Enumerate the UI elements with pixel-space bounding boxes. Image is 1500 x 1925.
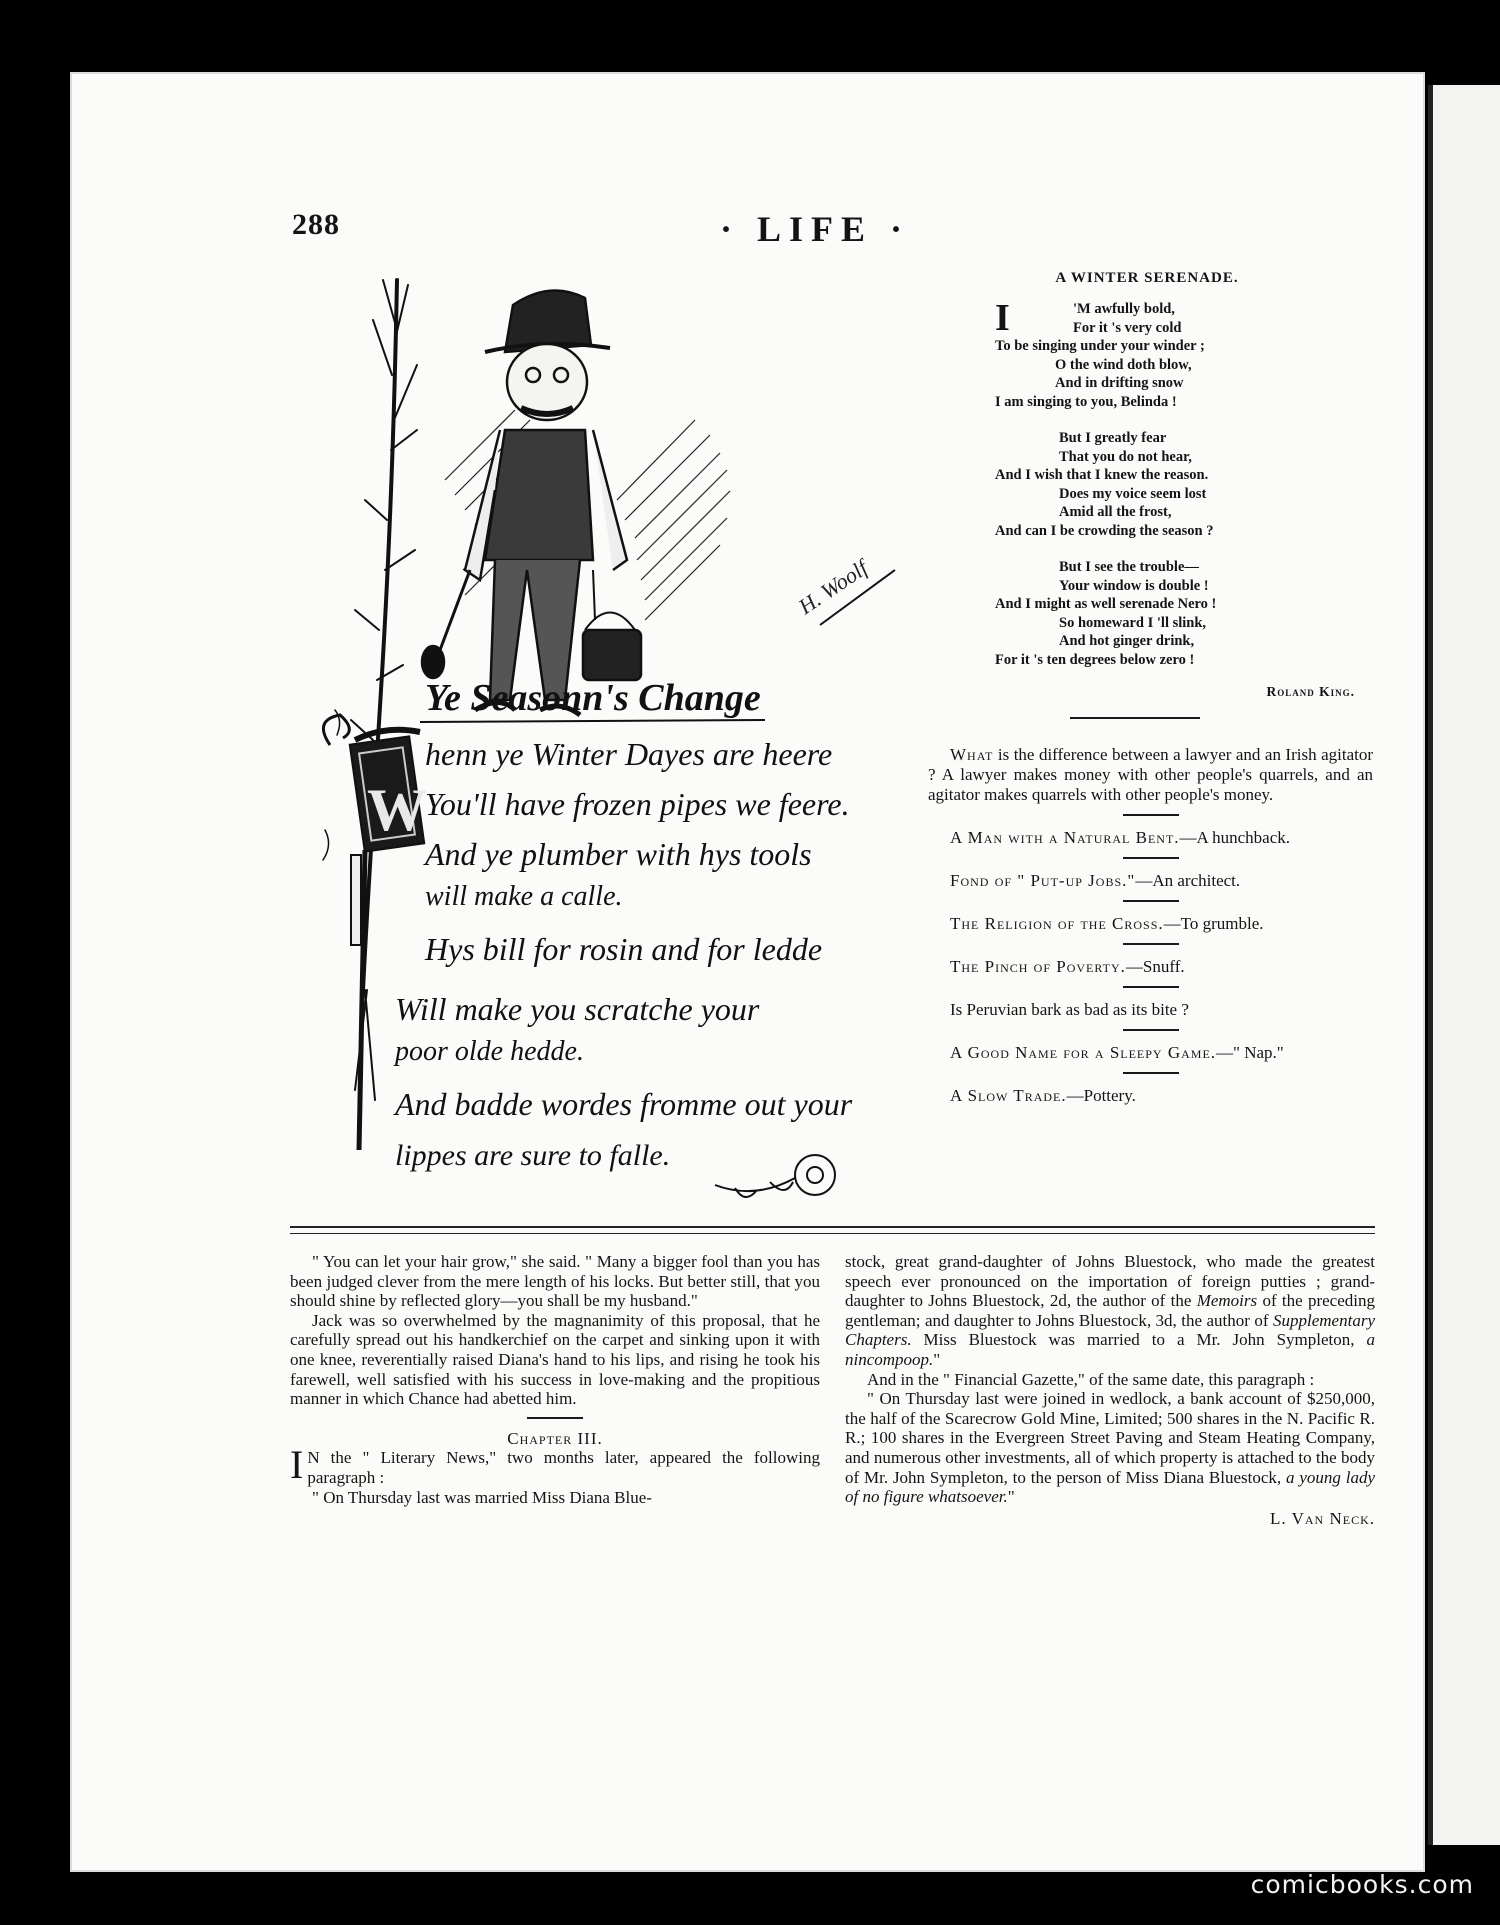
poem-author: Roland King. [1266, 684, 1355, 699]
story-paragraph: " On Thursday last were joined in wedlock, a bank account of $250,000, the half of the Scarecrow Gold Mine, Limited; 500 shares in the N. Pacific R. R.; 100 shares in the Evergreen Street Paving and Steam Heating Company, and numerous other investments, all of which property is attached to the body of Mr. John Sympleton, to the person of Miss Diana Bluestock, a young lady of no figure whatsoever." [845, 1389, 1375, 1507]
flower-ornament [715, 1155, 835, 1197]
poem-title: A WINTER SERENADE. [1055, 270, 1239, 286]
joke-rule [1123, 857, 1179, 859]
joke-item: A Good Name for a Sleepy Game.—" Nap." [950, 1043, 1284, 1062]
verse-line-9: lippes are sure to falle. [395, 1139, 671, 1172]
poem-dropcap: I [995, 297, 1010, 339]
tree-drawing [323, 280, 417, 1100]
story-column-right [845, 1252, 1375, 1528]
poem-line: O the wind doth blow, [1055, 356, 1192, 373]
joke-item: The Pinch of Poverty.—Snuff. [950, 957, 1185, 976]
page-number: 288 [292, 208, 340, 241]
poem-line: For it 's very cold [1073, 319, 1182, 336]
joke-item: Fond of " Put-up Jobs."—An architect. [950, 871, 1241, 890]
poem-line: Amid all the frost, [1059, 504, 1172, 520]
verse-line-4: will make a calle. [425, 881, 623, 912]
joke-rule [1123, 900, 1179, 902]
section-separator [290, 1233, 1375, 1234]
poem-line: Does my voice seem lost [1059, 485, 1207, 502]
poem-line: So homeward I 'll slink, [1059, 614, 1207, 631]
verse-line-5: Hys bill for rosin and for ledde [425, 931, 823, 967]
sign-letter: W [367, 777, 427, 843]
story-paragraph: " You can let your hair grow," she said. " Many a bigger fool than you has been judged clever from the mere length of his locks. But better still, that you should shine by reflected glory—you shall be my husband." [290, 1252, 820, 1311]
joke-rule [1123, 986, 1179, 988]
story-paragraph: " On Thursday last was married Miss Diana Blue- [312, 1487, 652, 1507]
jokes-column [928, 745, 1373, 1106]
illustration [295, 270, 900, 1210]
story-column-left [290, 1252, 820, 1507]
story-dropcap: I [290, 1442, 304, 1488]
story-paragraph: And in the " Financial Gazette," of the same date, this paragraph : [867, 1369, 1315, 1389]
man-figure [422, 290, 641, 715]
poem-stanza-1 [995, 297, 1325, 411]
verse-line-1: henn ye Winter Dayes are heere [425, 736, 833, 772]
story-author: L. Van Neck. [1270, 1508, 1375, 1528]
story-paragraph: stock, great grand-daughter of Johns Bluestock, who made the greatest speech ever pronounced on the importation of foreign putties ; grand-daughter to Johns Bluestock, 2d, the author of the Memoirs of the preceding gentleman; and daughter to Johns Bluestock, 3d, the author of Supplementary Chapters. Miss Bluestock was married to a Mr. John Sympleton, a nincompoop." [845, 1252, 1375, 1369]
section-separator [290, 1226, 1375, 1228]
story-paragraph: I N the " Literary News," two months later, appeared the following paragraph : [290, 1442, 820, 1488]
poem-line: And in drifting snow [1055, 375, 1184, 391]
poem-line: That you do not hear, [1059, 448, 1192, 465]
poem-line: And hot ginger drink, [1059, 633, 1195, 649]
poem-line: And I wish that I knew the reason. [995, 467, 1209, 483]
next-page-edge [1428, 85, 1500, 1845]
joke-item: The Religion of the Cross.—To grumble. [950, 914, 1264, 933]
poem-body [995, 297, 1325, 687]
poem-line: For it 's ten degrees below zero ! [995, 651, 1195, 668]
joke-rule [1123, 1072, 1179, 1074]
joke-item: A Man with a Natural Bent.—A hunchback. [950, 828, 1291, 847]
poem-line: But I greatly fear [1059, 430, 1167, 446]
joke-rule [1123, 943, 1179, 945]
joke-item: Is Peruvian bark as bad as its bite ? [950, 1000, 1189, 1019]
poem-line: And I might as well serenade Nero ! [995, 596, 1217, 612]
poem-line: 'M awfully bold, [1073, 301, 1175, 317]
section-rule [1070, 717, 1200, 719]
poem-line: I am singing to you, Belinda ! [995, 393, 1177, 410]
joke-rule [1123, 1029, 1179, 1031]
verse-line-8: And badde wordes fromme out your [395, 1086, 853, 1122]
artist-signature: H. Woolf [793, 555, 872, 620]
poem-line: But I see the trouble— [1059, 559, 1199, 575]
joke-item: A Slow Trade.—Pottery. [950, 1086, 1136, 1105]
caption-title: Ye Seasonn's Change [425, 677, 761, 719]
watermark: comicbooks.com [1250, 1870, 1474, 1899]
verse-line-7: poor olde hedde. [395, 1036, 584, 1067]
chapter-rule [527, 1417, 583, 1419]
joke-rule [1123, 814, 1179, 816]
poem-line: Your window is double ! [1059, 577, 1209, 594]
joke-item: What is the difference between a lawyer and an Irish agitator ? A lawyer makes money with other people's quarrels, and an agitator makes quarrels with other people's money. [928, 745, 1373, 804]
verse-line-6: Will make you scratche your [395, 991, 760, 1027]
verse-line-2: You'll have frozen pipes we feere. [425, 786, 850, 822]
chapter-heading: Chapter III. [507, 1428, 603, 1448]
poem-stanza-2 [995, 429, 1325, 540]
story-paragraph: Jack was so overwhelmed by the magnanimity of this proposal, that he carefully spread out his handkerchief on the carpet and sinking upon it with one knee, reverentially raised Diana's hand to his lips, and rising he took his farewell, well satisfied with his success in love-making and the propitious manner in which Chance had abetted him. [290, 1310, 820, 1409]
poem-stanza-3 [995, 558, 1325, 669]
poem-line: To be singing under your winder ; [995, 338, 1205, 354]
poem-line: And can I be crowding the season ? [995, 522, 1214, 539]
verse-line-3: And ye plumber with hys tools [425, 836, 812, 872]
masthead-title: · LIFE · [720, 209, 911, 249]
